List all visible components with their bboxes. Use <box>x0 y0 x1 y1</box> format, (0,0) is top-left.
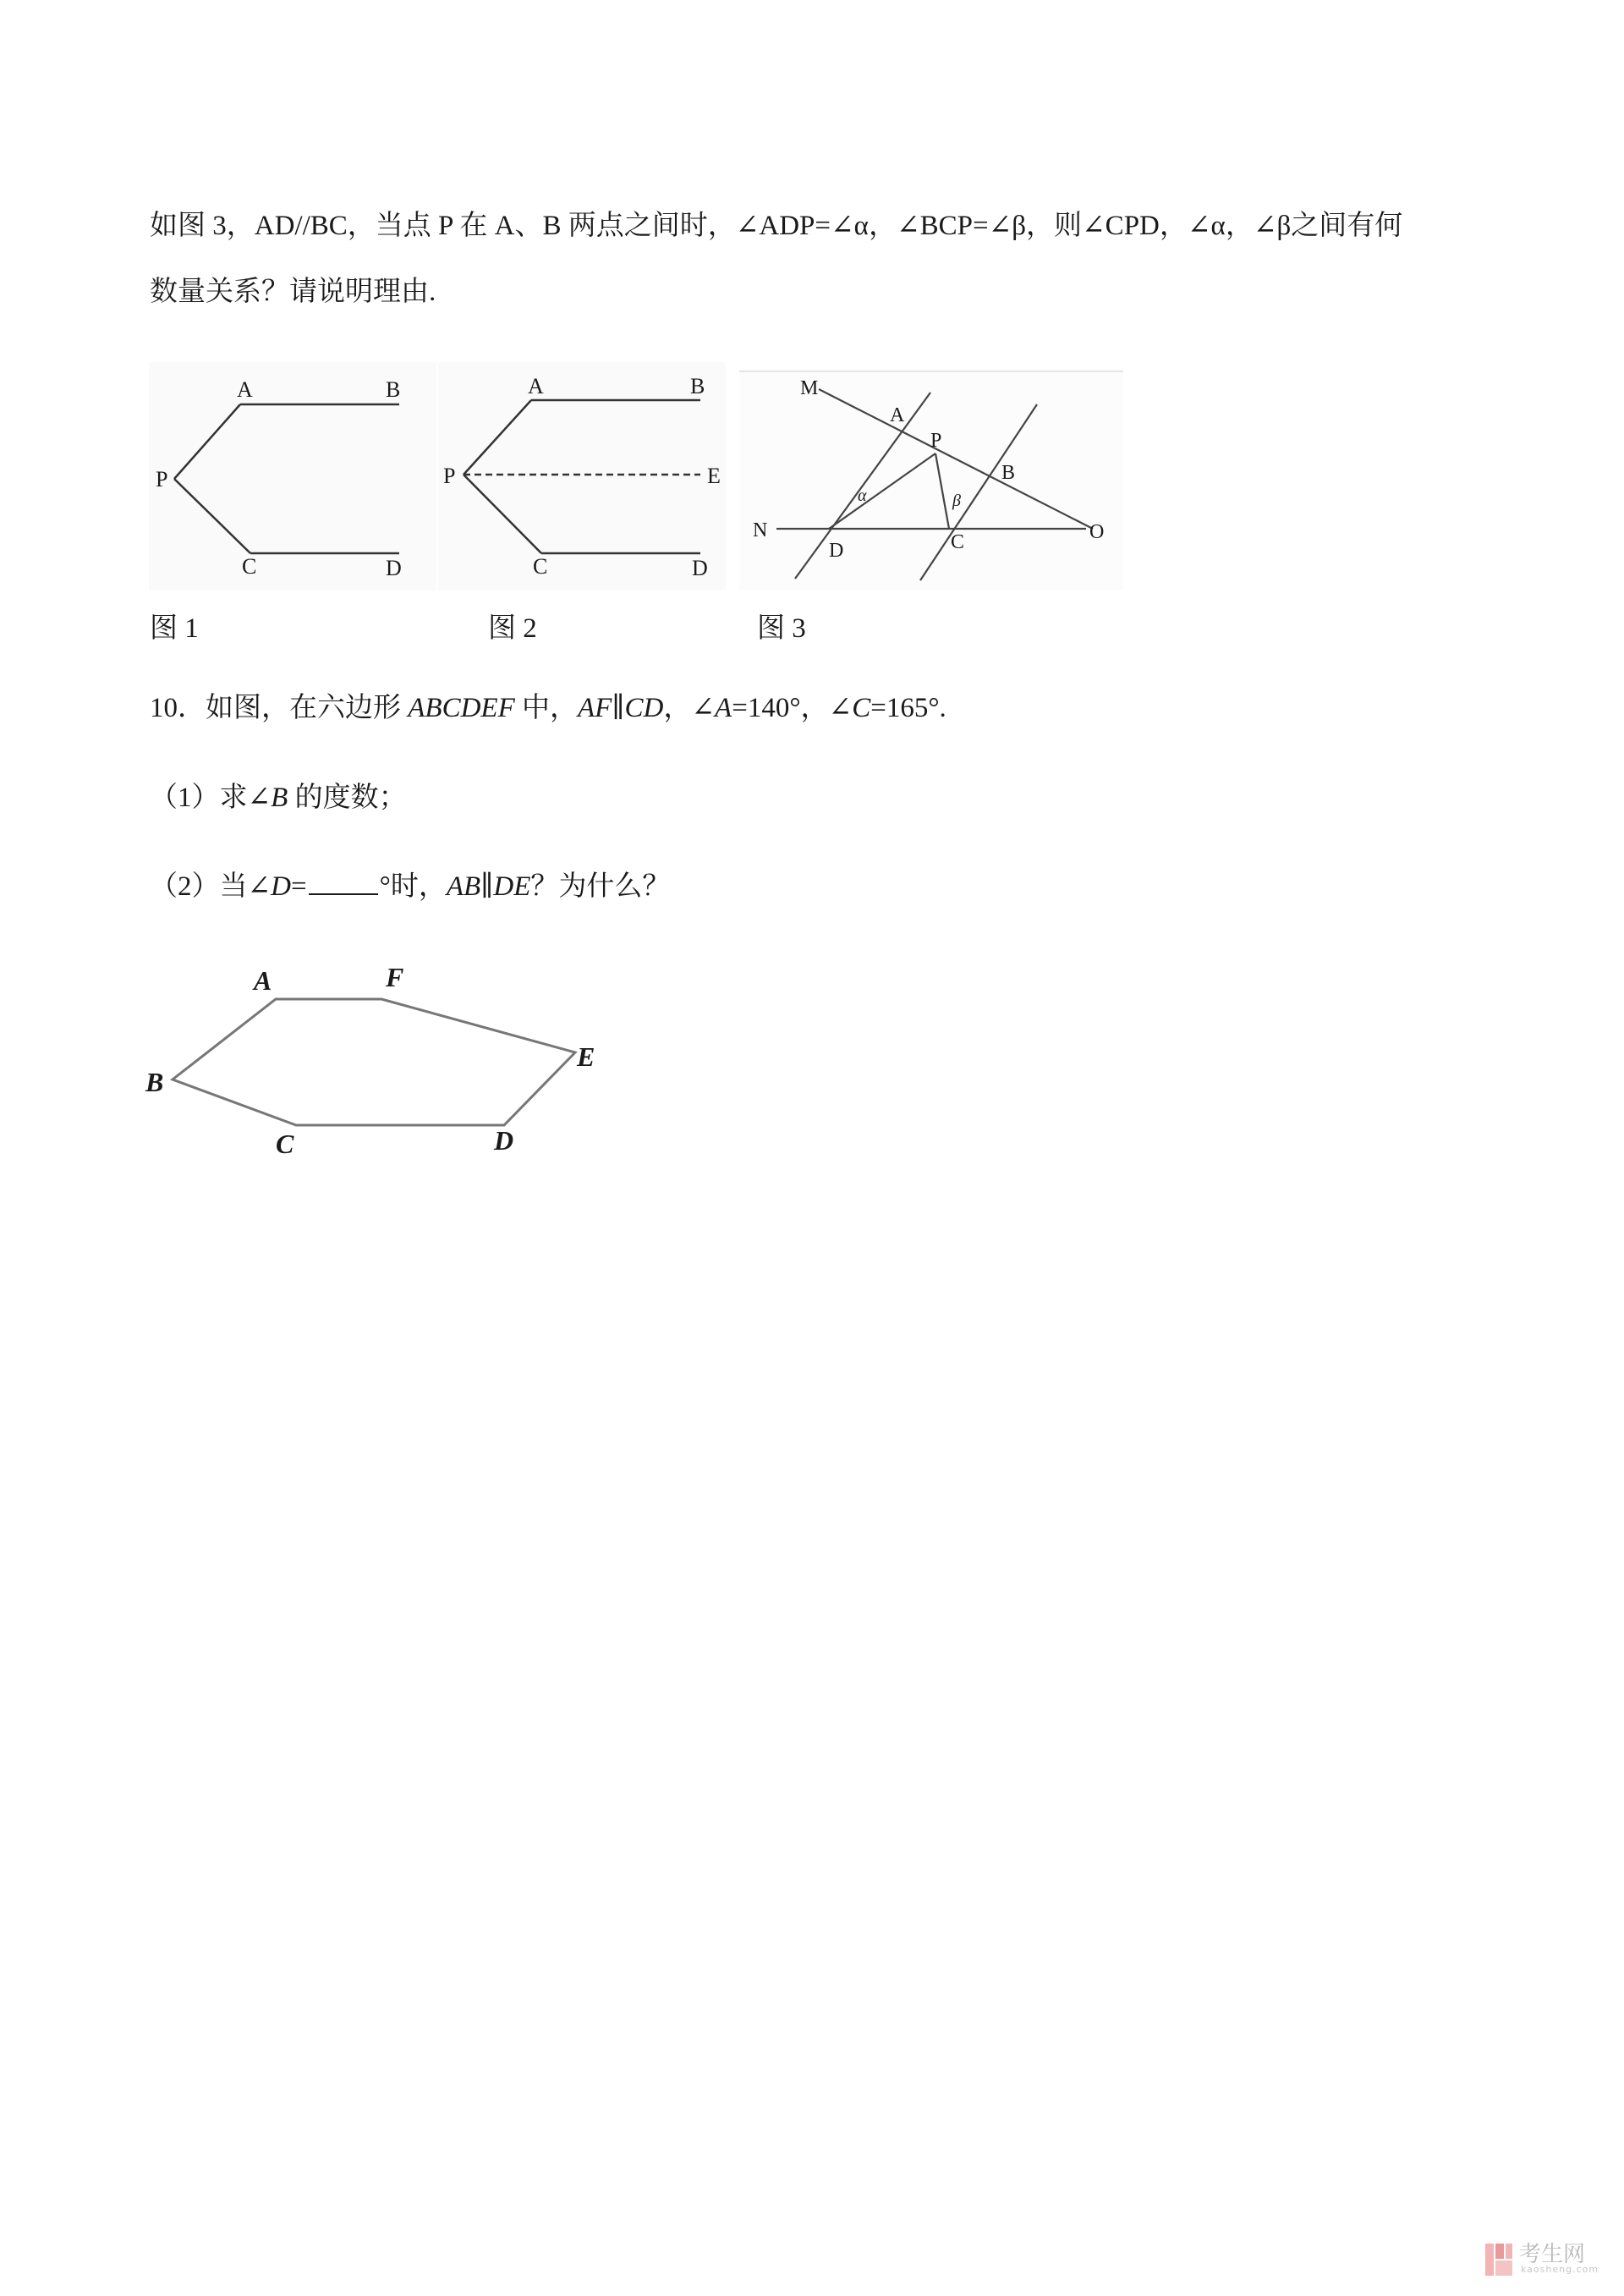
q10-part1-pre: （1）求∠ <box>150 783 272 813</box>
fig2-caption: 图 2 <box>488 613 537 644</box>
q9-text-line1: 如图 3，AD//BC，当点 P 在 A、B 两点之间时，∠ADP=∠α，∠BCP=∠β，则∠CPD，∠α，∠β之间有何 <box>150 211 1403 241</box>
fig2-label-e: E <box>707 464 721 488</box>
q10-intro-pre: 如图，在六边形 <box>206 693 409 723</box>
hex-label-a: A <box>254 965 272 996</box>
fig3-label-a: A <box>890 404 905 426</box>
fig3-label-p: P <box>930 430 942 452</box>
fig3-label-beta: β <box>952 492 961 510</box>
q10-part2-post: ？为什么？ <box>530 871 671 902</box>
watermark-logo-icon <box>1484 2240 1514 2279</box>
fig2-label-a: A <box>528 374 544 398</box>
answer-blank[interactable] <box>309 870 378 895</box>
q10-part2-pre: （2）当∠ <box>150 871 272 902</box>
fig3-caption: 图 3 <box>757 613 806 644</box>
hex-label-b: B <box>145 1067 164 1097</box>
q10-shape-name: ABCDEF <box>408 693 515 723</box>
q10-angle-a-var: A <box>715 693 732 723</box>
q10-statement <box>150 692 946 726</box>
fig2-label-c: C <box>533 554 548 579</box>
hexagon-figure <box>135 956 626 1159</box>
fig1-label-b: B <box>386 377 401 402</box>
q10-part1-post: 的度数； <box>288 783 407 813</box>
figure-3 <box>739 369 1123 590</box>
hex-label-f: F <box>386 962 404 992</box>
fig3-label-o: O <box>1089 521 1105 543</box>
fig1-label-p: P <box>156 467 168 492</box>
q10-intro-mid: 中， <box>514 693 578 723</box>
fig3-label-alpha: α <box>858 486 867 505</box>
q10-angle-c-val: =165°. <box>870 693 946 723</box>
q10-angle-a-val: =140° <box>732 693 801 723</box>
fig2-label-d: D <box>692 556 708 580</box>
hex-label-d: D <box>494 1125 514 1156</box>
q10-part1-var: B <box>271 783 288 813</box>
fig1-label-d: D <box>386 556 402 580</box>
fig2-label-p: P <box>443 464 456 488</box>
q10-sep2: ，∠ <box>800 693 853 723</box>
watermark-text: 考生网 <box>1519 2242 1586 2267</box>
watermark-sub: kaosheng.com <box>1521 2264 1599 2275</box>
q10-part1 <box>150 782 407 816</box>
q10-angle-c-var: C <box>852 693 871 723</box>
q10-number: 10． <box>150 693 206 723</box>
q10-part2 <box>150 870 670 904</box>
figure-1 <box>149 362 436 590</box>
fig3-label-m: M <box>800 377 819 399</box>
q9-text-line2: 数量关系？请说明理由. <box>150 277 436 307</box>
q10-part2-parallel: AB∥DE <box>446 871 531 902</box>
fig1-caption: 图 1 <box>150 613 199 644</box>
q10-part2-eq: = <box>291 871 307 902</box>
q10-parallel: AF∥CD <box>577 693 664 723</box>
q10-part2-var: D <box>271 871 291 902</box>
q10-sep1: ，∠ <box>663 693 716 723</box>
q10-part2-deg: °时， <box>379 871 447 902</box>
fig1-label-c: C <box>242 554 257 579</box>
fig3-label-b: B <box>1001 462 1016 484</box>
fig3-label-c: C <box>951 531 965 553</box>
fig1-label-a: A <box>237 377 253 402</box>
fig3-label-d: D <box>829 540 844 562</box>
figure-2 <box>438 362 726 590</box>
hex-label-c: C <box>276 1129 294 1159</box>
fig3-label-n: N <box>753 519 768 541</box>
hex-label-e: E <box>577 1041 595 1072</box>
fig2-label-b: B <box>690 374 705 398</box>
watermark <box>1480 2235 1616 2286</box>
